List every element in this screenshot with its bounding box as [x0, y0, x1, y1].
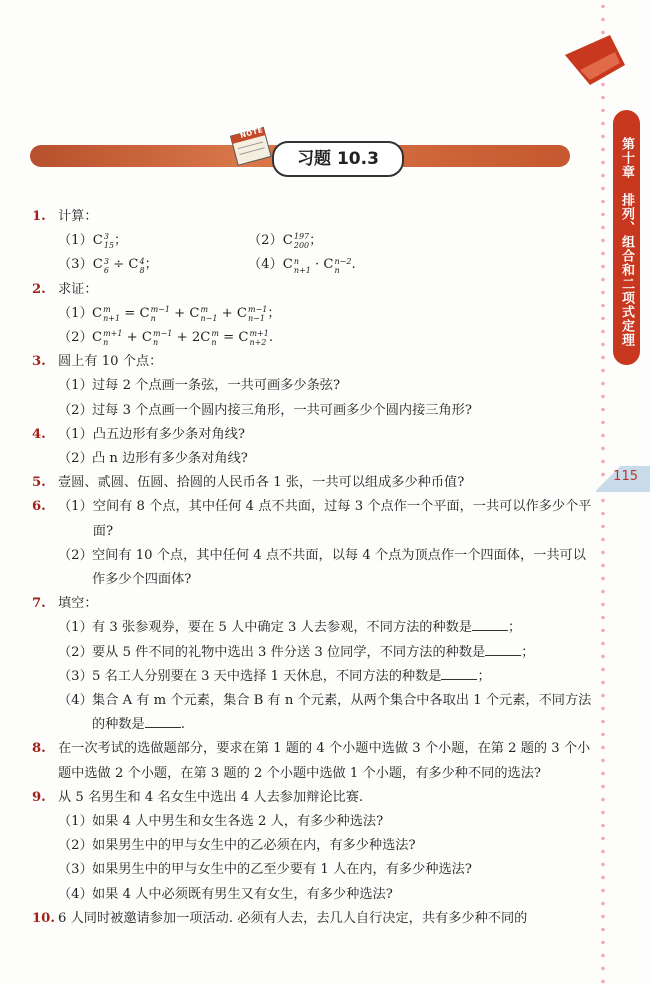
- question-text: 在一次考试的选做题部分，要求在第 1 题的 4 个小题中选做 3 个小题，在第 2 题的 3 个小题中选做 2 个小题，在第 3 题的 2 个小题中选做 1 个小题，有多少种不同的选法?: [58, 741, 591, 781]
- question-number: 10.: [32, 910, 55, 926]
- sub-item: [32, 858, 592, 882]
- combination-symbol: C: [189, 305, 200, 321]
- question-text: 壹圆、贰圆、伍圆、拾圆的人民币各 1 张，一共可以组成多少种币值?: [58, 475, 465, 491]
- upper-index: m−1: [150, 304, 170, 314]
- formula: [93, 253, 158, 277]
- sub-item-content: 凸 n 边形有多少条对角线?: [92, 451, 248, 467]
- lower-index: 200: [293, 241, 310, 251]
- sub-item-content: 过每 2 个点画一条弦，一共可画多少条弦?: [92, 378, 341, 394]
- combination-symbol: C: [92, 257, 103, 273]
- lower-index: n: [334, 265, 340, 275]
- sub-item-content: 5 名工人分别要在 3 天中选择 1 天休息，不同方法的种数是: [92, 668, 442, 684]
- formula-row: [32, 253, 592, 277]
- operator: ÷: [108, 257, 129, 273]
- sub-item: [32, 374, 592, 398]
- answer-blank: [485, 641, 521, 656]
- sub-item: [58, 253, 248, 277]
- combination: [200, 326, 219, 350]
- sub-item-label: （1）: [58, 499, 93, 515]
- page-number: 115: [596, 466, 650, 492]
- question-8: [32, 737, 592, 785]
- punctuation: ；: [267, 305, 281, 321]
- punctuation: ；: [521, 644, 535, 660]
- question-3: [32, 350, 592, 374]
- sub-item-text: [93, 423, 245, 447]
- combination-indices: [249, 329, 268, 347]
- question-number: 7.: [32, 596, 46, 612]
- sub-item-text: [92, 399, 472, 423]
- upper-index: m−1: [153, 329, 173, 339]
- combination: [189, 302, 217, 326]
- sub-item-content: 要从 5 件不同的礼物中选出 3 件分送 3 位同学，不同方法的种数是: [92, 644, 486, 660]
- sub-item: [32, 883, 592, 907]
- combination: [237, 302, 267, 326]
- combination-symbol: C: [282, 257, 293, 273]
- question-number: 4.: [32, 426, 46, 442]
- punctuation: ；: [114, 233, 128, 249]
- combination: [139, 302, 169, 326]
- sub-item-label: （2）: [58, 402, 93, 418]
- question-text: 求证：: [58, 281, 98, 297]
- upper-index: m: [103, 304, 111, 314]
- sub-item-label: （1）: [58, 426, 93, 442]
- sub-item-text: [92, 616, 521, 640]
- upper-index: m+1: [249, 329, 269, 339]
- formula: [283, 253, 356, 277]
- corner-decoration-icon: [560, 30, 630, 90]
- sub-item-label: （3）: [58, 257, 93, 273]
- question-number: 1.: [32, 209, 46, 224]
- sub-item-content: 如果 4 人中男生和女生各选 2 人，有多少种选法?: [92, 814, 384, 830]
- sub-item-label: （1）: [58, 305, 93, 321]
- question-body: [58, 786, 363, 810]
- dotted-margin-line: [600, 0, 606, 985]
- combination-symbol: C: [128, 257, 139, 273]
- question-number: 6.: [32, 499, 46, 515]
- sub-item-content: 凸五边形有多少条对角线?: [92, 426, 245, 442]
- sub-item-content: 集合 A 有 m 个元素，集合 B 有 n 个元素，从两个集合中各取出 1 个元素，不同方法的种数是: [92, 693, 592, 733]
- sub-item-label: （2）: [58, 644, 93, 660]
- sub-item-label: （4）: [248, 257, 283, 273]
- sub-item-content: 如果 4 人中必须既有男生又有女生，有多少种选法?: [92, 886, 393, 902]
- sub-item-text: [92, 641, 534, 665]
- sub-item-label: （3）: [58, 862, 93, 878]
- lower-index: n: [211, 338, 217, 348]
- combination-indices: [153, 329, 172, 347]
- combination: [142, 326, 172, 350]
- sub-item-text: [92, 883, 393, 907]
- punctuation: ；: [144, 257, 158, 273]
- question-body: [58, 423, 245, 447]
- sub-item: [32, 641, 592, 665]
- exercise-list: [32, 205, 592, 931]
- sub-item: [32, 447, 592, 471]
- punctuation: ；: [309, 233, 323, 249]
- combination-indices: [103, 329, 122, 347]
- sub-item-label: （2）: [58, 547, 93, 563]
- question-9: [32, 786, 592, 810]
- punctuation: ；: [477, 668, 491, 684]
- sub-item-label: （1）: [58, 620, 93, 636]
- combination-indices: [201, 305, 218, 323]
- sub-item-text: [92, 326, 273, 350]
- sub-item-label: （4）: [58, 886, 93, 902]
- upper-index: m+1: [103, 329, 123, 339]
- operator: + 2: [172, 330, 201, 346]
- question-number: 2.: [32, 281, 46, 297]
- operator: =: [120, 305, 140, 321]
- sub-item-text: [92, 858, 472, 882]
- question-1: [32, 205, 592, 229]
- combination-indices: [294, 257, 311, 275]
- question-10: [32, 907, 592, 931]
- sub-item: [248, 253, 438, 277]
- sub-item-content: 过每 3 个点画一个圆内接三角形，一共可画多少个圆内接三角形?: [92, 402, 472, 418]
- upper-index: m−1: [247, 304, 268, 314]
- sub-item-content: 有 3 张参观券，要在 5 人中确定 3 人去参观，不同方法的种数是: [92, 620, 473, 636]
- sub-item-text: [92, 302, 281, 326]
- sub-item: [58, 423, 245, 447]
- combination: [92, 326, 122, 350]
- sub-item: [58, 495, 592, 543]
- formula: [283, 229, 323, 253]
- sub-item: [248, 229, 438, 253]
- note-label: NOTE: [239, 126, 265, 140]
- sub-item: [32, 616, 592, 640]
- punctuation: .: [180, 717, 185, 733]
- sub-item-text: [92, 834, 416, 858]
- upper-index: m: [211, 329, 219, 339]
- sub-item: [32, 834, 592, 858]
- combination-indices: [248, 305, 267, 323]
- combination: [283, 253, 311, 277]
- upper-index: 3: [103, 232, 109, 242]
- sub-item-text: [92, 447, 248, 471]
- upper-index: m: [200, 304, 209, 314]
- combination-symbol: C: [92, 305, 103, 321]
- question-6: [32, 495, 592, 543]
- question-number: 8.: [32, 741, 46, 757]
- upper-index: 197: [293, 232, 310, 242]
- sub-item-label: （1）: [58, 233, 93, 249]
- sub-item-text: [92, 374, 340, 398]
- sub-item-label: （2）: [58, 330, 93, 346]
- sub-item: [32, 326, 592, 350]
- sub-item: [32, 689, 592, 737]
- operator: +: [217, 305, 237, 321]
- combination-indices: [151, 305, 170, 323]
- upper-index: 4: [139, 256, 145, 266]
- operator: +: [169, 305, 190, 321]
- combination-symbol: C: [92, 330, 103, 346]
- sub-item-label: （2）: [58, 451, 93, 467]
- chapter-tab: 第十章 排列、组合和二项式定理: [613, 110, 640, 365]
- sub-item-content: 如果男生中的甲与女生中的乙至少要有 1 人在内，有多少种选法?: [92, 862, 472, 878]
- formula: [93, 229, 127, 253]
- sub-item-label: （2）: [248, 233, 283, 249]
- operator: +: [122, 330, 142, 346]
- combination-symbol: C: [200, 330, 211, 346]
- answer-blank: [145, 713, 181, 728]
- combination-symbol: C: [236, 305, 247, 321]
- question-text: 从 5 名男生和 4 名女生中选出 4 人去参加辩论比赛.: [58, 789, 364, 805]
- question-text: 填空：: [58, 596, 98, 612]
- formula-row: [32, 229, 592, 253]
- lower-index: n+2: [249, 338, 267, 348]
- operator: =: [218, 330, 239, 346]
- combination: [238, 326, 268, 350]
- combination-indices: [104, 232, 114, 250]
- operator: ·: [310, 257, 324, 273]
- question-body: [58, 737, 592, 785]
- answer-blank: [472, 616, 508, 631]
- upper-index: 3: [103, 256, 109, 266]
- punctuation: .: [268, 330, 274, 346]
- question-5: [32, 471, 592, 495]
- combination-symbol: C: [282, 233, 293, 249]
- question-body: [58, 495, 592, 543]
- question-body: [58, 471, 464, 495]
- lower-index: n+1: [293, 265, 311, 275]
- question-number: 3.: [32, 354, 46, 370]
- combination-indices: [294, 232, 309, 250]
- question-number: 5.: [32, 475, 46, 491]
- question-text: 圆上有 10 个点：: [58, 354, 163, 370]
- upper-index: n−2: [334, 256, 352, 266]
- sub-item: [32, 302, 592, 326]
- combination-symbol: C: [141, 330, 153, 346]
- lower-index: 8: [139, 265, 145, 275]
- sub-item-label: （3）: [58, 668, 93, 684]
- lower-index: 6: [103, 265, 109, 275]
- sub-item-text: [92, 544, 592, 592]
- answer-blank: [441, 665, 477, 680]
- question-4: [32, 423, 592, 447]
- sub-item-label: （2）: [58, 838, 93, 854]
- sub-item-label: （1）: [58, 378, 93, 394]
- question-7: [32, 592, 592, 616]
- lower-index: n: [150, 313, 156, 323]
- lower-index: n: [153, 338, 159, 348]
- question-number: 9.: [32, 789, 46, 805]
- sub-item: [32, 810, 592, 834]
- question-text: 6 人同时被邀请参加一项活动. 必须有人去，去几人自行决定，共有多少种不同的: [58, 910, 528, 926]
- sub-item-content: 如果男生中的甲与女生中的乙必须在内，有多少种选法?: [92, 838, 416, 854]
- sub-item-text: [92, 665, 491, 689]
- combination-indices: [334, 257, 351, 275]
- sub-item-text: [93, 495, 592, 543]
- upper-index: n: [293, 256, 300, 266]
- sub-item-label: （4）: [58, 693, 93, 709]
- combination: [93, 253, 109, 277]
- lower-index: n−1: [200, 313, 218, 323]
- lower-index: n+1: [103, 313, 121, 323]
- combination: [283, 229, 309, 253]
- sub-item: [32, 399, 592, 423]
- combination-indices: [211, 329, 219, 347]
- sub-item-text: [92, 810, 383, 834]
- combination: [128, 253, 144, 277]
- exercise-title: 习题 10.3: [272, 141, 404, 177]
- sub-item-label: （1）: [58, 814, 93, 830]
- question-body: [58, 907, 527, 931]
- combination-symbol: C: [139, 305, 150, 321]
- lower-index: n: [103, 338, 109, 348]
- lower-index: n−1: [247, 313, 265, 323]
- sub-item-content: 空间有 8 个点，其中任何 4 点不共面，过每 3 个点作一个平面，一共可以作多少个平面?: [92, 499, 592, 539]
- question-body: [58, 592, 98, 616]
- question-body: [58, 205, 98, 229]
- sub-item: [32, 544, 592, 592]
- combination-indices: [103, 305, 120, 323]
- combination-symbol: C: [323, 257, 334, 273]
- sub-item-content: 空间有 10 个点，其中任何 4 点不共面，以每 4 个点为顶点作一个四面体，一共可以作多少个四面体?: [92, 547, 586, 588]
- combination-symbol: C: [92, 233, 103, 249]
- combination-symbol: C: [238, 330, 249, 346]
- question-text: 计算：: [58, 209, 98, 224]
- combination: [93, 229, 114, 253]
- sub-item: [58, 229, 248, 253]
- sub-item: [32, 665, 592, 689]
- punctuation: ；: [508, 620, 522, 636]
- punctuation: .: [351, 257, 356, 273]
- lower-index: 15: [103, 241, 115, 251]
- question-2: [32, 278, 592, 302]
- question-body: [58, 350, 162, 374]
- question-body: [58, 278, 98, 302]
- sub-item-text: [92, 689, 592, 737]
- combination: [92, 302, 120, 326]
- combination: [323, 253, 351, 277]
